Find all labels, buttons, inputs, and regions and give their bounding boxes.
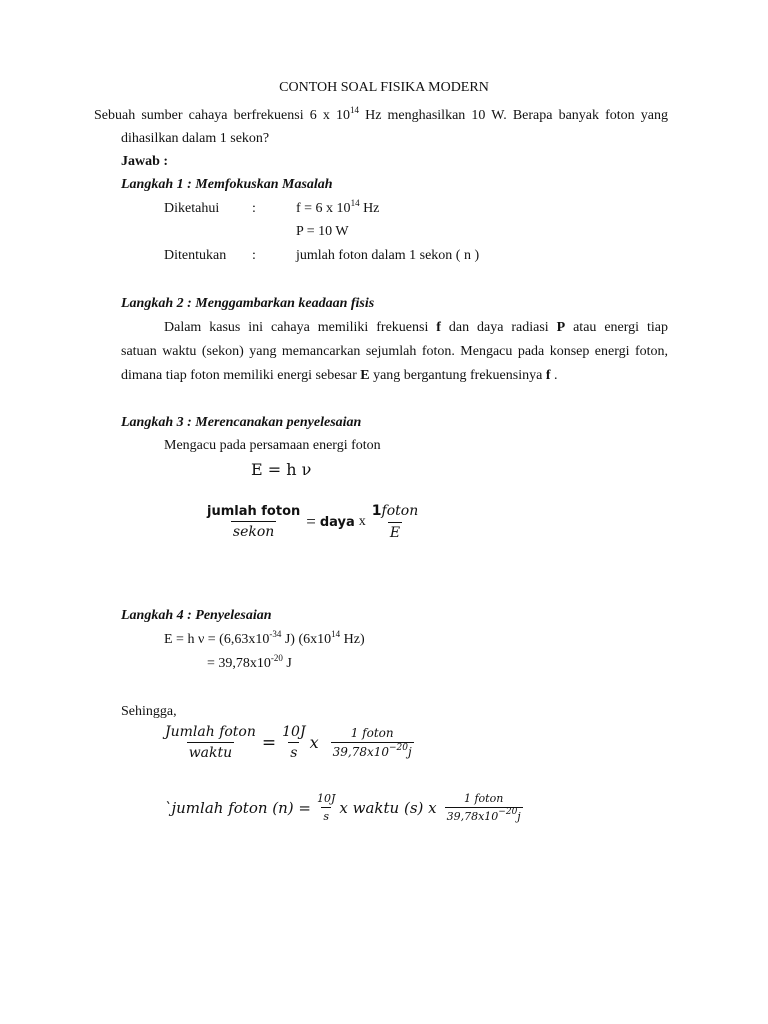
known-colon: : — [252, 201, 256, 216]
equation-lhs: `jumlah foton (n) = — [164, 798, 311, 817]
fraction-power — [280, 724, 307, 761]
calc-text: Hz) — [340, 632, 365, 647]
calc-text: E = h ν = (6,63x10 — [164, 632, 270, 647]
calc-line-2 — [207, 652, 292, 675]
numerator-one: 1 — [371, 503, 382, 519]
denominator-text: 39,78x10 — [332, 745, 389, 759]
calc-text: J — [282, 656, 292, 671]
fraction-numerator — [370, 503, 420, 522]
fraction-denominator: E — [388, 522, 402, 541]
fraction-denominator: s — [288, 742, 299, 761]
fraction-denominator — [331, 742, 414, 759]
fraction-denominator — [445, 807, 523, 823]
step2-line-2: satuan waktu (sekon) yang memancarkan sejumlah foton. Mengacu pada konsep energi foton, — [121, 344, 668, 359]
step1-heading: Langkah 1 : Memfokuskan Masalah — [121, 177, 333, 192]
fraction-numerator: 1 foton — [463, 792, 504, 805]
step2-text: . — [550, 368, 558, 383]
fraction-denominator: waktu — [187, 742, 234, 761]
known-frequency — [296, 197, 379, 220]
denominator-text: 39,78x10 — [446, 810, 499, 823]
fraction-energy — [331, 726, 414, 759]
step2-text: dimana tiap foton memiliki energi sebesar — [121, 368, 361, 383]
symbol-e: E — [360, 368, 370, 383]
question-line-1 — [94, 104, 668, 127]
question-exponent: 14 — [349, 105, 359, 115]
fraction-numerator: 10J — [282, 724, 306, 740]
fraction-photon-energy — [370, 503, 420, 541]
equals-sign: = — [306, 512, 316, 531]
fraction-numerator: jumlah foton — [207, 504, 301, 519]
known-label: Diketahui — [164, 201, 220, 216]
denominator-text: j — [517, 810, 521, 823]
step2-text: Dalam kasus ini cahaya memiliki frekuensi — [164, 320, 437, 335]
fraction-rate — [205, 504, 302, 540]
denominator-text: j — [408, 745, 412, 759]
known-power: P = 10 W — [296, 224, 349, 239]
equation-middle: x waktu (s) x — [339, 798, 437, 817]
asked-value: jumlah foton dalam 1 sekon ( n ) — [296, 248, 480, 263]
final-equation-1 — [163, 724, 414, 761]
step2-text: atau energi tiap — [565, 320, 668, 335]
final-equation-2 — [164, 792, 523, 823]
calc-line-1 — [164, 628, 365, 651]
step2-line-3 — [121, 364, 558, 387]
jawab-label: Jawab : — [121, 154, 169, 169]
daya-label: daya — [319, 514, 355, 530]
question-text-a: Sebuah sumber cahaya berfrekuensi 6 x 10 — [94, 108, 350, 123]
fraction-energy — [445, 792, 523, 823]
calc-exponent: -20 — [270, 653, 283, 663]
calc-text: = 39,78x10 — [207, 656, 271, 671]
rate-equation — [205, 503, 420, 541]
step3-intro: Mengacu pada persamaan energi foton — [164, 438, 381, 453]
denominator-exponent: −20 — [498, 807, 518, 817]
asked-label: Ditentukan — [164, 248, 227, 263]
times-sign: x — [309, 733, 319, 752]
frequency-unit: Hz — [359, 201, 380, 216]
question-line-2: dihasilkan dalam 1 sekon? — [121, 131, 270, 146]
denominator-exponent: −20 — [389, 743, 408, 753]
frequency-exponent: 14 — [350, 198, 360, 208]
fraction-numerator: 1 foton — [350, 726, 394, 740]
asked-colon: : — [252, 248, 256, 263]
symbol-f: f — [436, 320, 441, 335]
symbol-p: P — [556, 320, 566, 335]
calc-text: J) (6x10 — [281, 632, 332, 647]
calc-exponent: -34 — [269, 629, 282, 639]
equals-sign: = — [261, 732, 277, 753]
step2-line-1 — [164, 316, 668, 339]
step2-text: dan daya radiasi — [440, 320, 557, 335]
step2-heading: Langkah 2 : Menggambarkan keadaan fisis — [121, 296, 375, 311]
fraction-denominator: s — [321, 807, 331, 823]
step2-text: yang bergantung frekuensinya — [369, 368, 546, 383]
fraction-numerator: Jumlah foton — [165, 724, 256, 740]
symbol-f: f — [545, 368, 551, 383]
fraction-denominator: sekon — [231, 521, 276, 540]
question-text-b: Hz menghasilkan 10 W. Berapa banyak foton yang — [358, 108, 669, 123]
times-sign: x — [358, 514, 366, 529]
fraction-numerator: 10J — [316, 792, 336, 805]
fraction-power — [315, 792, 337, 823]
fraction-photons-per-time — [163, 724, 258, 761]
step3-heading: Langkah 3 : Merencanakan penyelesaian — [121, 415, 362, 430]
step4-heading: Langkah 4 : Penyelesaian — [121, 608, 272, 623]
frequency-text: f = 6 x 10 — [296, 201, 351, 216]
numerator-foton: foton — [381, 503, 419, 519]
photon-energy-equation: E = h ν — [251, 460, 312, 479]
calc-exponent: 14 — [331, 629, 341, 639]
sehingga-label: Sehingga, — [121, 704, 177, 719]
page-title: CONTOH SOAL FISIKA MODERN — [279, 80, 489, 95]
